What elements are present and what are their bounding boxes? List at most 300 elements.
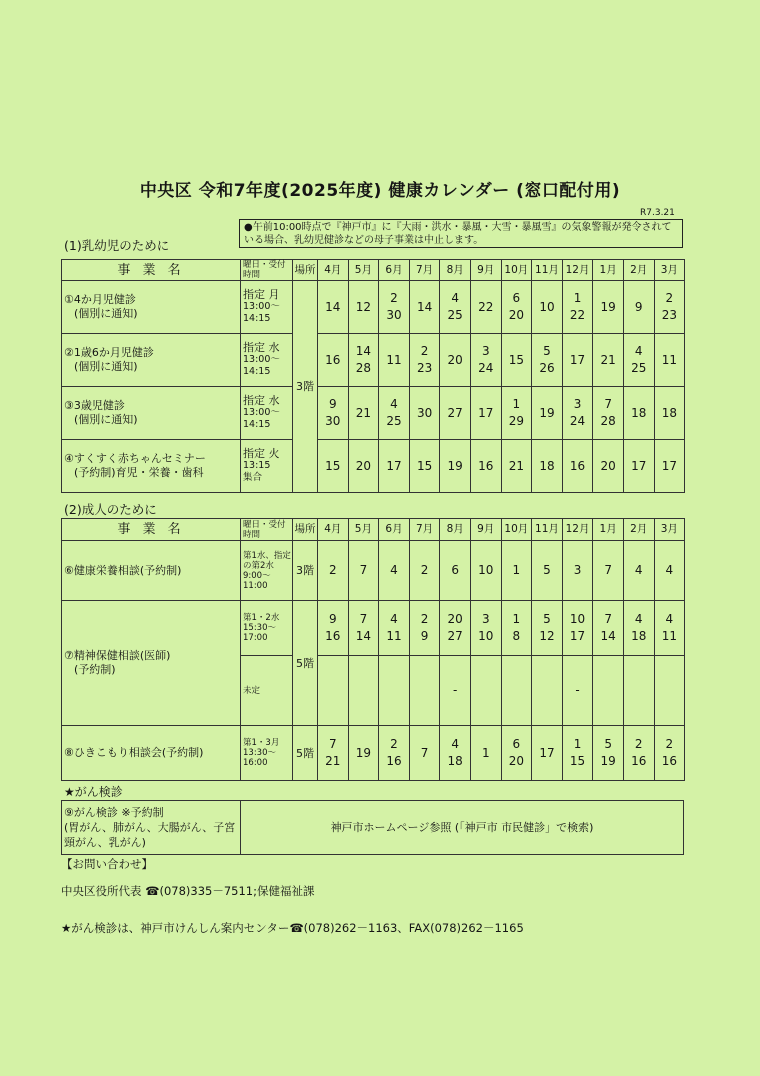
date-cell xyxy=(623,334,654,387)
schedule-day: 第1・3月 xyxy=(243,738,280,748)
date-cell xyxy=(348,601,379,656)
date-cell-val: 4 xyxy=(390,612,398,626)
month-header: 9月 xyxy=(470,519,501,541)
date-cell xyxy=(318,726,349,781)
date-cell xyxy=(562,726,593,781)
date-cell-val: 2 xyxy=(420,344,429,358)
date-cell-val: 29 xyxy=(508,414,524,428)
date-cell xyxy=(532,334,563,387)
event-name-cell xyxy=(62,387,241,440)
schedule-cell xyxy=(241,387,293,440)
date-cell-val: 5 xyxy=(543,563,551,577)
date-cell-val: 20 xyxy=(355,458,372,473)
schedule-time: 13:30～ xyxy=(243,748,276,758)
date-cell xyxy=(470,387,501,440)
schedule-day: 指定 月 xyxy=(243,288,280,301)
event-name: ⑧ひきこもり相談会(予約制) xyxy=(62,726,241,781)
date-cell-val: 25 xyxy=(447,308,463,322)
date-cell-val: 7 xyxy=(604,563,612,577)
date-cell-val: 25 xyxy=(386,414,402,428)
date-cell-val: 23 xyxy=(661,308,677,322)
date-cell-val: 4 xyxy=(665,563,674,577)
date-cell xyxy=(623,281,654,334)
event-sub: (個別に通知) xyxy=(74,307,138,320)
date-cell xyxy=(440,281,471,334)
date-cell-val: 7 xyxy=(328,737,337,751)
date-cell xyxy=(409,281,440,334)
date-cell-val: 17 xyxy=(569,629,586,643)
date-cell-val: 11 xyxy=(386,352,402,367)
date-cell-val: 30 xyxy=(325,414,341,428)
date-cell xyxy=(501,440,532,493)
event-name: ④すくすく赤ちゃんセミナー xyxy=(64,452,206,465)
date-cell-val: 8 xyxy=(512,629,521,643)
schedule-time2: 14:15 xyxy=(243,419,271,430)
date-cell xyxy=(654,541,685,601)
month-header: 11月 xyxy=(532,519,563,541)
date-cell-val: 4 xyxy=(451,737,459,751)
date-cell-val: 17 xyxy=(569,352,586,367)
date-cell-val: 18 xyxy=(539,458,555,473)
date-cell xyxy=(470,440,501,493)
date-cell-val: 9 xyxy=(328,612,337,626)
month-header: 6月 xyxy=(379,519,410,541)
schedule-time2: 14:15 xyxy=(243,313,271,324)
header-youbi: 曜日・受付時間 xyxy=(241,260,293,281)
table-row xyxy=(62,334,685,387)
date-cell-val: 2 xyxy=(665,737,674,751)
event-name: ①4か月児健診 xyxy=(64,293,136,306)
date-cell-val: 16 xyxy=(325,629,341,643)
date-cell xyxy=(379,440,410,493)
section2-heading: (2)成人のために xyxy=(64,502,157,517)
date-cell xyxy=(409,334,440,387)
date-cell-val: 6 xyxy=(451,563,459,577)
event-name-cell xyxy=(62,334,241,387)
date-cell xyxy=(379,656,410,726)
date-cell-val: 4 xyxy=(665,612,674,626)
date-cell-val: 17 xyxy=(539,745,555,760)
gan-heading: ★がん検診 xyxy=(64,785,123,799)
date-cell-val: 4 xyxy=(634,612,643,626)
date-cell-val: 4 xyxy=(451,291,459,305)
date-cell-val: 17 xyxy=(386,458,402,473)
schedule-time2: 14:15 xyxy=(243,366,271,377)
date-cell xyxy=(409,601,440,656)
date-cell xyxy=(318,656,349,726)
date-cell-val: 5 xyxy=(604,737,612,751)
date-cell-val: 1 xyxy=(512,612,521,626)
event-name: ③3歳児健診 xyxy=(64,399,125,412)
contact-line1: 中央区役所代表 ☎(078)335－7511;保健福祉課 xyxy=(61,884,315,898)
date-cell-val: 14 xyxy=(355,344,372,358)
date-cell xyxy=(409,541,440,601)
date-cell-val: 11 xyxy=(386,629,402,643)
date-cell-val: 17 xyxy=(478,405,494,420)
date-cell-val: 20 xyxy=(600,458,616,473)
date-cell-val: 5 xyxy=(543,344,551,358)
date-cell-val: 25 xyxy=(631,361,647,375)
date-cell-val: 16 xyxy=(386,754,402,768)
event-name-cell xyxy=(62,281,241,334)
date-cell xyxy=(348,726,379,781)
date-cell-val: 1 xyxy=(481,745,490,760)
date-cell xyxy=(379,601,410,656)
infant-table xyxy=(61,259,685,493)
date-cell-val: 15 xyxy=(325,458,341,473)
date-cell-val: 16 xyxy=(631,754,647,768)
schedule-cell xyxy=(241,726,293,781)
month-header: 5月 xyxy=(348,519,379,541)
event-sub: (個別に通知) xyxy=(74,413,138,426)
date-cell-val: 10 xyxy=(569,612,586,626)
date-cell-val: 24 xyxy=(569,414,586,428)
date-cell-val: 4 xyxy=(634,563,643,577)
schedule-time: 13:15 xyxy=(243,460,271,471)
date-cell xyxy=(532,281,563,334)
month-header: 12月 xyxy=(562,260,593,281)
date-cell-val: 28 xyxy=(355,361,372,375)
date-cell-val: 15 xyxy=(569,754,586,768)
date-cell-val: 12 xyxy=(539,629,555,643)
date-cell xyxy=(501,541,532,601)
date-cell xyxy=(532,541,563,601)
date-cell-val: 23 xyxy=(416,361,433,375)
date-cell-val: 20 xyxy=(508,308,524,322)
date-cell xyxy=(409,656,440,726)
date-cell-val: 7 xyxy=(420,745,429,760)
header-basho: 場所 xyxy=(293,260,318,281)
header-basho: 場所 xyxy=(293,519,318,541)
date-cell xyxy=(654,601,685,656)
event-sub: (個別に通知) xyxy=(74,360,138,373)
date-cell-val: 7 xyxy=(604,397,612,411)
date-cell-val: 3 xyxy=(573,397,582,411)
schedule-day: 指定 水 xyxy=(243,394,280,407)
date-cell xyxy=(501,601,532,656)
date-cell-val: 18 xyxy=(631,405,647,420)
weather-notice: ●午前10:00時点で『神戸市』に『大雨・洪水・暴風・大雪・暴風雪』の気象警報が発令されている場合、乳幼児健診などの母子事業は中止します。 xyxy=(239,219,683,248)
date-cell xyxy=(654,656,685,726)
schedule-time2: 11:00 xyxy=(243,580,268,591)
date-cell xyxy=(562,656,593,726)
date-cell xyxy=(654,726,685,781)
date-cell xyxy=(623,656,654,726)
date-cell-val: 4 xyxy=(634,344,643,358)
date-cell-val: 21 xyxy=(508,458,524,473)
schedule-time2: 集合 xyxy=(243,472,263,483)
date-cell-val: 20 xyxy=(447,612,463,626)
date-cell-val: 1 xyxy=(573,291,582,305)
date-cell-val: 26 xyxy=(539,361,555,375)
date-cell xyxy=(440,726,471,781)
date-cell xyxy=(623,726,654,781)
date-cell-val: 3 xyxy=(481,612,490,626)
date-cell-val: 21 xyxy=(600,352,616,367)
date-cell xyxy=(379,541,410,601)
event-sub: (予約制) xyxy=(74,663,116,676)
schedule-cell xyxy=(241,334,293,387)
revision-date: R7.3.21 xyxy=(640,208,675,218)
date-cell-val: 9 xyxy=(328,397,337,411)
date-cell-val: 6 xyxy=(512,737,521,751)
table-row xyxy=(62,541,685,601)
schedule-time: 15:30～ xyxy=(243,623,276,633)
date-cell-val: 22 xyxy=(569,308,586,322)
header-jigyo: 事 業 名 xyxy=(62,519,241,541)
month-header: 11月 xyxy=(532,260,563,281)
date-cell-val: 2 xyxy=(390,291,398,305)
month-header: 2月 xyxy=(623,260,654,281)
date-cell xyxy=(623,601,654,656)
date-cell xyxy=(440,387,471,440)
date-cell xyxy=(593,601,624,656)
date-cell xyxy=(348,281,379,334)
month-header: 6月 xyxy=(379,260,410,281)
month-header: 8月 xyxy=(440,260,471,281)
schedule-day: 指定 火 xyxy=(243,447,280,460)
schedule-time2: 16:00 xyxy=(243,758,268,768)
table-row xyxy=(62,726,685,781)
date-cell-val: 4 xyxy=(390,397,398,411)
place-cell: 5階 xyxy=(293,726,318,781)
date-cell-val: 10 xyxy=(478,563,494,577)
date-cell-val: 6 xyxy=(512,291,521,305)
month-header: 4月 xyxy=(318,519,349,541)
date-cell-val: 30 xyxy=(416,405,433,420)
schedule-time2: 17:00 xyxy=(243,633,268,643)
date-cell xyxy=(501,387,532,440)
date-cell xyxy=(593,726,624,781)
date-cell xyxy=(379,726,410,781)
contact-heading: 【お問い合わせ】 xyxy=(61,857,153,871)
date-cell-val: 11 xyxy=(661,352,677,367)
date-cell-val: 18 xyxy=(631,629,647,643)
date-cell xyxy=(409,387,440,440)
contact-line2: ★がん検診は、神戸市けんしん案内センター☎(078)262－1163、FAX(078)262－1165 xyxy=(61,921,524,935)
date-cell-val: 16 xyxy=(661,754,677,768)
month-header: 10月 xyxy=(501,260,532,281)
date-cell xyxy=(470,656,501,726)
date-cell-val: 14 xyxy=(355,629,372,643)
date-cell xyxy=(532,387,563,440)
date-cell-val: 24 xyxy=(478,361,494,375)
month-header: 4月 xyxy=(318,260,349,281)
date-cell xyxy=(379,334,410,387)
date-cell xyxy=(501,726,532,781)
date-cell-val: 27 xyxy=(447,629,463,643)
date-cell-val: 28 xyxy=(600,414,616,428)
date-cell xyxy=(654,281,685,334)
event-name: ⑦精神保健相談(医師) xyxy=(64,649,171,662)
event-sub: (予約制)育児・栄養・歯科 xyxy=(74,466,204,479)
date-cell-val: 19 xyxy=(539,405,555,420)
schedule-day: 第1水、指定の第2水 xyxy=(243,550,291,571)
date-cell-val: 9 xyxy=(634,299,643,314)
schedule-time: 13:00～ xyxy=(243,301,280,312)
gan-info: 神戸市ホームページ参照 (「神戸市 市民健診」で検索) xyxy=(241,801,684,855)
date-cell xyxy=(562,281,593,334)
month-header: 2月 xyxy=(623,519,654,541)
date-cell-val: 16 xyxy=(478,458,494,473)
date-cell xyxy=(532,440,563,493)
date-cell-val: 18 xyxy=(447,754,463,768)
date-cell xyxy=(348,334,379,387)
date-cell-val: 4 xyxy=(390,563,398,577)
date-cell xyxy=(470,541,501,601)
date-cell-val: 3 xyxy=(481,344,490,358)
place-cell: 3階 xyxy=(293,281,318,493)
date-cell xyxy=(348,541,379,601)
date-cell xyxy=(470,601,501,656)
schedule-cell xyxy=(241,440,293,493)
table-row xyxy=(62,281,685,334)
date-cell xyxy=(440,601,471,656)
table-row xyxy=(62,387,685,440)
date-cell-val: 1 xyxy=(512,397,521,411)
header-youbi: 曜日・受付時間 xyxy=(241,519,293,541)
date-cell-val: 9 xyxy=(420,629,429,643)
date-cell xyxy=(654,440,685,493)
date-cell xyxy=(593,281,624,334)
schedule-day: 第1・2水 xyxy=(243,613,280,623)
month-header: 9月 xyxy=(470,260,501,281)
date-cell xyxy=(562,334,593,387)
date-cell-val: 2 xyxy=(328,563,337,577)
date-cell-val: 19 xyxy=(447,458,463,473)
date-cell xyxy=(532,726,563,781)
date-cell-val: - xyxy=(453,683,458,697)
date-cell-val: 14 xyxy=(600,629,616,643)
date-cell xyxy=(409,440,440,493)
month-header: 3月 xyxy=(654,519,685,541)
date-cell xyxy=(562,440,593,493)
date-cell-val: 2 xyxy=(665,291,674,305)
event-name: ⑥健康栄養相談(予約制) xyxy=(62,541,241,601)
schedule-time: 9:00～ xyxy=(243,570,271,581)
month-header: 3月 xyxy=(654,260,685,281)
date-cell xyxy=(348,656,379,726)
date-cell xyxy=(593,440,624,493)
event-name: ②1歳6か月児健診 xyxy=(64,346,154,359)
schedule-cell xyxy=(241,541,293,601)
place-cell: 3階 xyxy=(293,541,318,601)
date-cell-val: - xyxy=(575,683,580,697)
date-cell-val: 19 xyxy=(600,754,616,768)
date-cell-val: 5 xyxy=(543,612,551,626)
table-row xyxy=(62,440,685,493)
date-cell xyxy=(470,281,501,334)
date-cell xyxy=(470,334,501,387)
date-cell-val: 14 xyxy=(416,299,433,314)
date-cell xyxy=(379,387,410,440)
event-name-cell xyxy=(62,601,241,726)
date-cell-val: 15 xyxy=(416,458,433,473)
date-cell xyxy=(593,387,624,440)
date-cell xyxy=(501,656,532,726)
date-cell-val: 20 xyxy=(447,352,463,367)
date-cell xyxy=(532,656,563,726)
date-cell xyxy=(501,334,532,387)
table-row xyxy=(62,601,685,656)
date-cell-val: 15 xyxy=(508,352,524,367)
header-jigyo: 事 業 名 xyxy=(62,260,241,281)
gan-name-cell xyxy=(62,801,241,855)
date-cell xyxy=(623,541,654,601)
date-cell-val: 27 xyxy=(447,405,463,420)
date-cell-val: 3 xyxy=(573,563,582,577)
section1-heading: (1)乳幼児のために xyxy=(64,238,170,253)
schedule-time: 13:00～ xyxy=(243,354,280,365)
date-cell xyxy=(318,601,349,656)
date-cell xyxy=(562,541,593,601)
gan-table xyxy=(61,800,684,855)
date-cell xyxy=(623,440,654,493)
date-cell xyxy=(440,440,471,493)
date-cell-val: 17 xyxy=(661,458,677,473)
date-cell-val: 18 xyxy=(661,405,677,420)
month-header: 1月 xyxy=(593,519,624,541)
month-header: 5月 xyxy=(348,260,379,281)
adult-table xyxy=(61,518,685,781)
schedule-cell xyxy=(241,281,293,334)
date-cell xyxy=(348,387,379,440)
date-cell xyxy=(654,387,685,440)
schedule-day: 未定 xyxy=(241,656,293,726)
date-cell xyxy=(409,726,440,781)
date-cell xyxy=(532,601,563,656)
date-cell-val: 2 xyxy=(420,563,429,577)
gan-sub: (胃がん、肺がん、大腸がん、子宮頸がん、乳がん) xyxy=(64,821,236,849)
date-cell-val: 20 xyxy=(508,754,524,768)
date-cell-val: 22 xyxy=(478,299,494,314)
date-cell-val: 10 xyxy=(478,629,494,643)
schedule-time: 13:00～ xyxy=(243,407,280,418)
month-header: 10月 xyxy=(501,519,532,541)
date-cell-val: 17 xyxy=(631,458,647,473)
date-cell xyxy=(593,656,624,726)
date-cell xyxy=(593,541,624,601)
month-header: 12月 xyxy=(562,519,593,541)
date-cell xyxy=(348,440,379,493)
date-cell-val: 11 xyxy=(661,629,677,643)
date-cell xyxy=(440,541,471,601)
date-cell-val: 10 xyxy=(539,299,555,314)
place-cell: 5階 xyxy=(293,601,318,726)
date-cell-val: 16 xyxy=(325,352,341,367)
date-cell xyxy=(470,726,501,781)
date-cell-val: 7 xyxy=(604,612,612,626)
month-header: 7月 xyxy=(409,519,440,541)
date-cell-val: 1 xyxy=(512,563,521,577)
date-cell xyxy=(440,334,471,387)
date-cell-val: 21 xyxy=(325,754,341,768)
date-cell-val: 30 xyxy=(386,308,402,322)
date-cell xyxy=(562,601,593,656)
schedule-cell xyxy=(241,601,293,656)
date-cell xyxy=(318,281,349,334)
date-cell-val: 14 xyxy=(325,299,341,314)
date-cell xyxy=(318,541,349,601)
event-name-cell xyxy=(62,440,241,493)
month-header: 1月 xyxy=(593,260,624,281)
schedule-day: 指定 水 xyxy=(243,341,280,354)
date-cell-val: 7 xyxy=(359,563,368,577)
date-cell-val: 2 xyxy=(390,737,398,751)
date-cell-val: 16 xyxy=(569,458,586,473)
date-cell xyxy=(501,281,532,334)
month-header: 7月 xyxy=(409,260,440,281)
